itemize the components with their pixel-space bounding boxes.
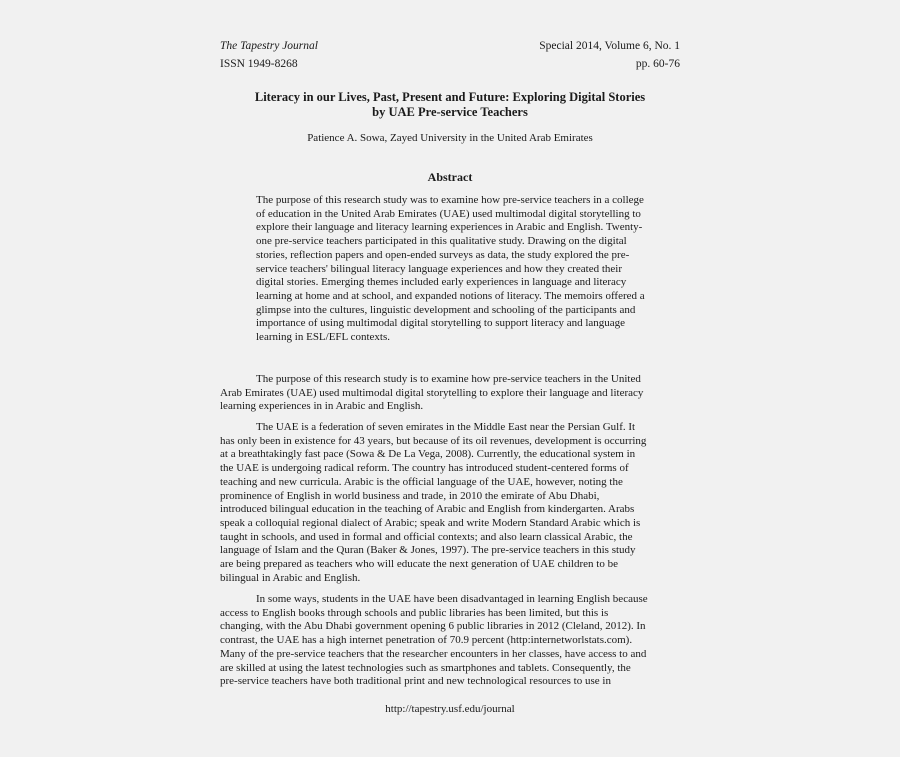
paragraph-line: has only been in existence for 43 years, but because of its oil revenues, development is occurring — [220, 434, 647, 447]
paragraph-line: bilingual in Arabic and English. — [220, 571, 361, 584]
paragraph-line: pre-service teachers have both traditional print and new technological resources to use in — [220, 675, 611, 688]
paragraph-line: the UAE is undergoing radical reform. The country has introduced student-centered forms of — [220, 462, 629, 475]
paragraph-line: contrast, the UAE has a high internet penetration of 70.9 percent (http:internetworlstats.com). — [220, 634, 633, 647]
paragraph-line: In some ways, students in the UAE have been disadvantaged in learning English because — [256, 593, 648, 605]
paragraph-line: learning experiences in in Arabic and English. — [220, 400, 424, 413]
paragraph-line: taught in schools, and used in formal and official contexts; and also learn classical Arabic, the — [220, 530, 633, 543]
paper-title-line-2: by UAE Pre-service Teachers — [372, 105, 528, 119]
abstract-line: learning at home and at school, and expanded notions of literacy. The memoirs offered a — [256, 289, 645, 302]
abstract-line: importance of using multimodal digital storytelling to support literacy and language — [256, 317, 626, 330]
abstract-line: of education in the United Arab Emirates (UAE) used multimodal digital storytelling to — [256, 207, 641, 220]
body-paragraph-2 — [220, 421, 646, 585]
abstract-line: one pre-service teachers participated in this qualitative study. Drawing on the digital — [256, 235, 627, 248]
footer-url[interactable]: http://tapestry.usf.edu/journal — [385, 703, 515, 715]
abstract-line: stories, reflection papers and open-ended surveys as data, the study explored the pre- — [256, 248, 630, 261]
abstract-line: explore their language and literacy learning experiences in Arabic and English. Twenty- — [256, 221, 643, 234]
paragraph-line: Arab Emirates (UAE) used multimodal digital storytelling to explore their language and literacy — [220, 386, 644, 399]
body-paragraph-3 — [220, 593, 648, 689]
paragraph-line: The UAE is a federation of seven emirates in the Middle East near the Persian Gulf. It — [256, 421, 636, 433]
paragraph-line: are being prepared as teachers who will educate the next generation of UAE children to be — [220, 558, 618, 571]
author-line: Patience A. Sowa, Zayed University in the United Arab Emirates — [307, 132, 593, 144]
paragraph-line: at a breathtakingly fast pace (Sowa & De La Vega, 2008). Currently, the educational system in — [220, 448, 636, 461]
paragraph-line: The purpose of this research study is to examine how pre-service teachers in the United — [256, 373, 641, 385]
abstract-line: digital stories. Emerging themes included early experiences in language and literacy — [256, 276, 627, 289]
abstract-line: The purpose of this research study was to examine how pre-service teachers in a college — [256, 194, 644, 206]
paragraph-line: prominence of English in world business and trade, in 2010 the emirate of Abu Dhabi, — [220, 489, 600, 502]
journal-name: The Tapestry Journal — [220, 40, 318, 52]
abstract-text — [256, 194, 645, 345]
paragraph-line: Many of the pre-service teachers that the researcher encounters in her classes, have access to and — [220, 647, 647, 660]
paragraph-line: introduced bilingual education in the teaching of Arabic and English from kindergarten. Arabs — [220, 503, 635, 516]
body-paragraph-1 — [220, 373, 643, 414]
abstract-line: service teachers' bilingual literacy language experiences and how they created their — [256, 262, 623, 275]
paragraph-line: teaching and new curricula. Arabic is the official language of the UAE, however, noting the — [220, 475, 623, 488]
issue-info: Special 2014, Volume 6, No. 1 — [539, 40, 680, 52]
issn: ISSN 1949-8268 — [220, 58, 298, 70]
paragraph-line: access to English books through schools and public libraries has been limited, but this is — [220, 606, 609, 619]
paragraph-line: language of Islam and the Quran (Baker & Jones, 1997). The pre-service teachers in this study — [220, 544, 636, 557]
abstract-line: learning in ESL/EFL contexts. — [256, 331, 391, 344]
abstract-line: glimpse into the cultures, linguistic development and schooling of the participants and — [256, 303, 636, 316]
page-range: pp. 60-76 — [635, 58, 680, 70]
paragraph-line: speak a colloquial regional dialect of Arabic; speak and write Modern Standard Arabic which is — [220, 516, 641, 529]
paragraph-line: are skilled at using the latest technologies such as smartphones and tablets. Consequently, the — [220, 661, 631, 674]
abstract-heading: Abstract — [427, 170, 473, 184]
paper-title-line-1: Literacy in our Lives, Past, Present and Future: Exploring Digital Stories — [254, 90, 646, 104]
paragraph-line: changing, with the Abu Dhabi government opening 6 public libraries in 2012 (Cleland, 2012). In — [220, 620, 646, 633]
